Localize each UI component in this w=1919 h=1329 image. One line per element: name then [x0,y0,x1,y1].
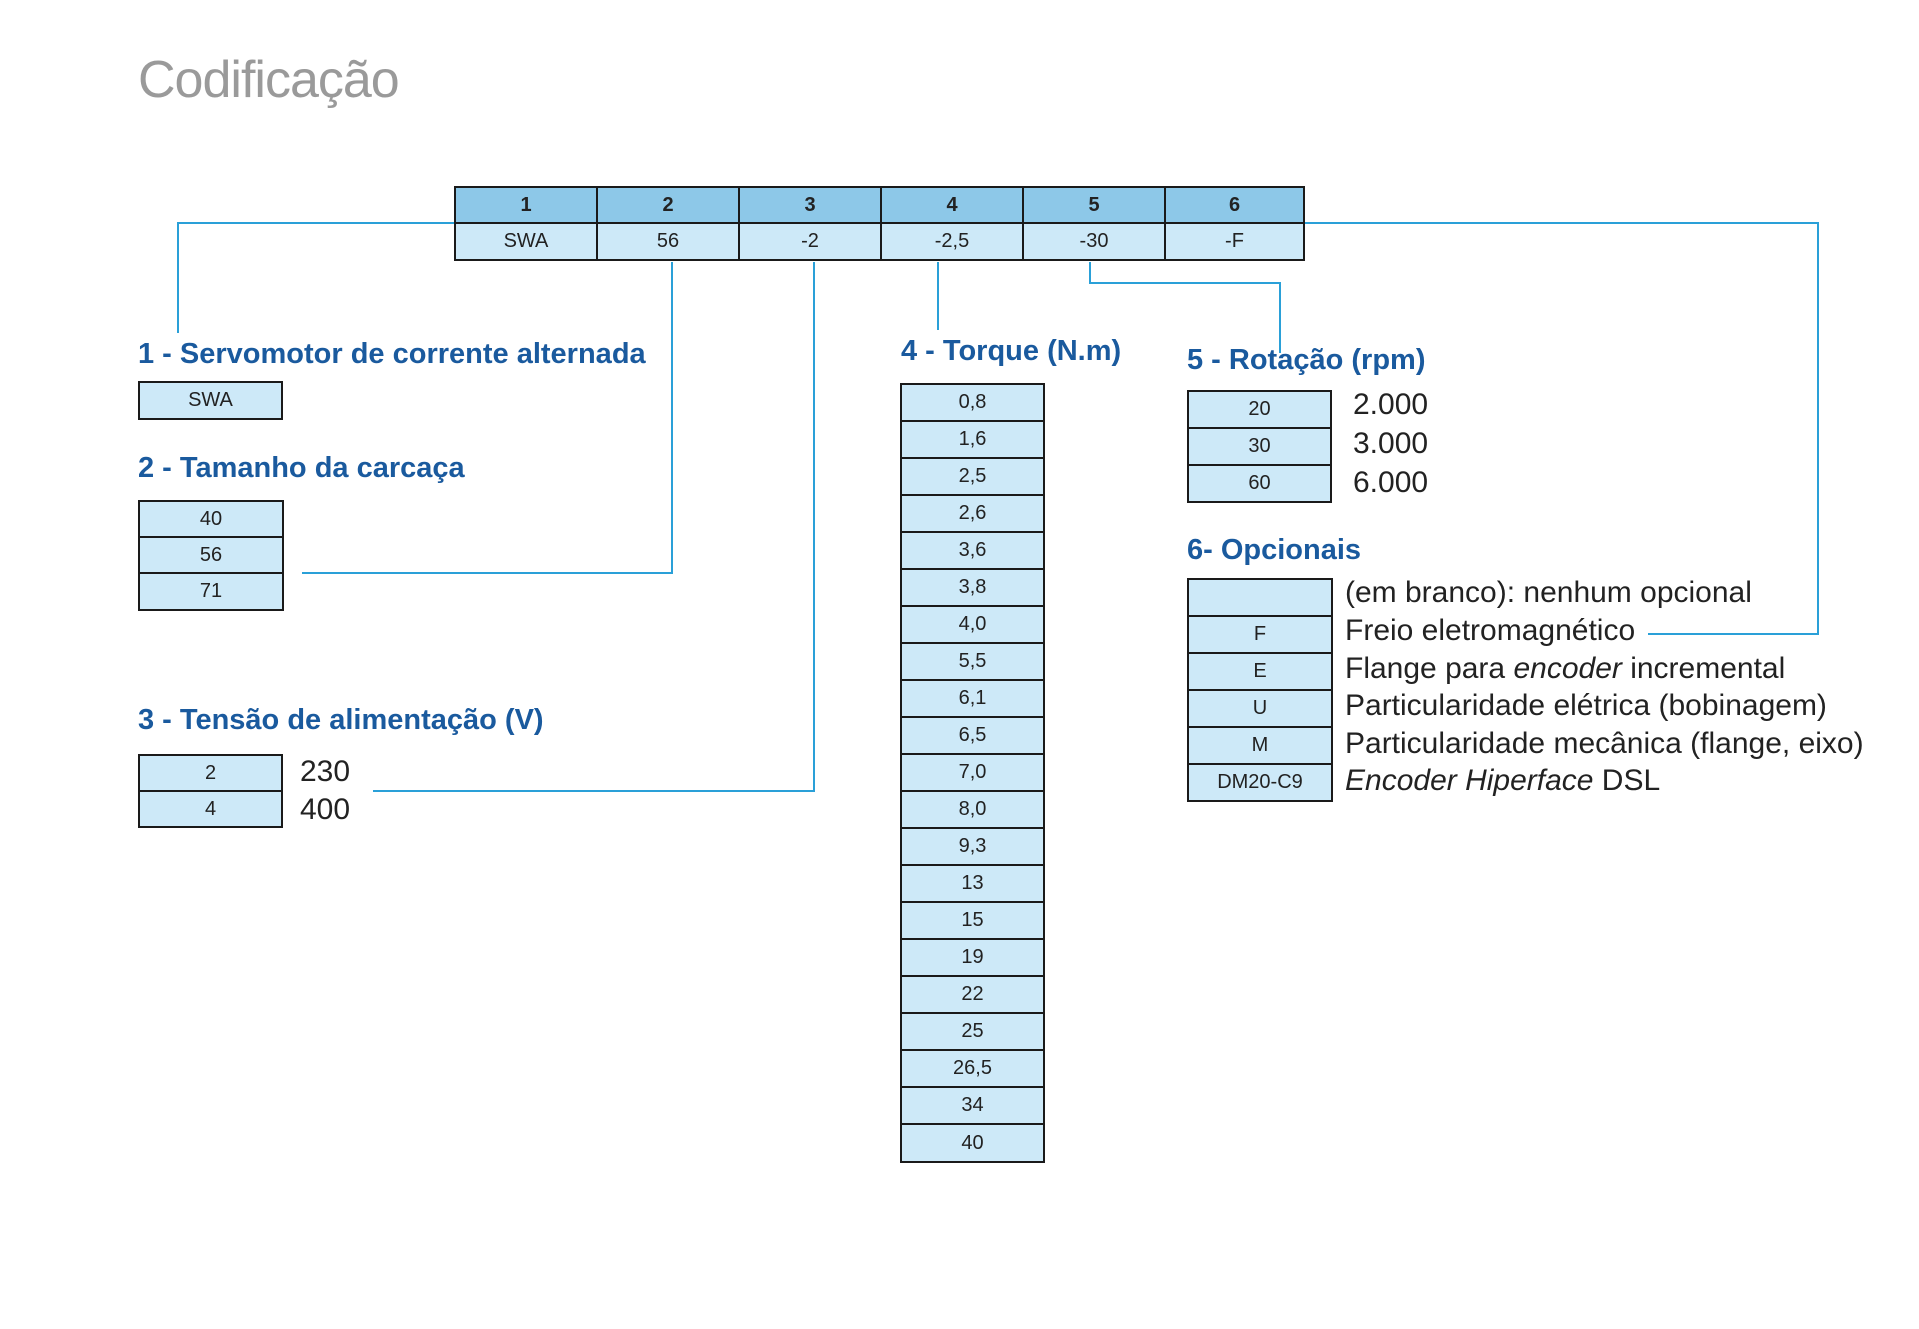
code-position-cell: 2 [596,186,740,224]
option-code: E [1187,652,1333,691]
torque-code: 19 [900,938,1045,977]
option-code: U [1187,689,1333,728]
torque-code: 4,0 [900,605,1045,644]
option-description-hiperface [1345,764,1660,798]
option-text: Flange para [1345,652,1514,685]
torque-code: 0,8 [900,383,1045,422]
option-description-blank: (em branco): nenhum opcional [1345,576,1752,609]
torque-code: 6,5 [900,716,1045,755]
torque-code: 22 [900,975,1045,1014]
section-4-heading: 4 - Torque (N.m) [901,335,1122,367]
option-text-italic: encoder [1513,652,1622,685]
torque-code: 9,3 [900,827,1045,866]
section-2-heading: 2 - Tamanho da carcaça [138,452,465,484]
rotation-value: 3.000 [1353,427,1429,460]
torque-code: 13 [900,864,1045,903]
option-text: incremental [1621,652,1786,685]
section-2-code: 56 [138,536,284,574]
option-code-blank [1187,578,1333,617]
section-2-code: 71 [138,572,284,611]
rotation-code: 30 [1187,427,1332,466]
code-example-cell: -30 [1022,222,1166,261]
section-3-value: 230 [300,755,351,788]
rotation-code: 20 [1187,390,1332,429]
section-1-code: SWA [138,381,283,420]
code-example-cell: -2 [738,222,882,261]
option-code: M [1187,726,1333,765]
option-code: F [1187,615,1333,654]
torque-code: 3,6 [900,531,1045,570]
option-code: DM20-C9 [1187,763,1333,802]
torque-code: 26,5 [900,1049,1045,1088]
option-text: DSL [1593,764,1661,797]
rotation-value: 6.000 [1353,466,1429,499]
section-1-heading: 1 - Servomotor de corrente alternada [138,338,646,370]
option-description-electrical: Particularidade elétrica (bobinagem) [1345,689,1827,722]
section-3-code: 2 [138,754,283,792]
connector-2 [302,262,672,573]
code-example-cell: -2,5 [880,222,1024,261]
torque-code: 40 [900,1123,1045,1163]
code-position-cell: 1 [454,186,598,224]
rotation-value: 2.000 [1353,388,1429,421]
code-example-cell: -F [1164,222,1305,261]
option-description-brake: Freio eletromagnético [1345,614,1636,647]
torque-code: 3,8 [900,568,1045,607]
rotation-code: 60 [1187,464,1332,503]
section-2-code: 40 [138,500,284,538]
code-position-cell: 5 [1022,186,1166,224]
option-description-mechanical: Particularidade mecânica (flange, eixo) [1345,727,1864,760]
option-description-encoder-flange [1345,652,1785,686]
torque-code: 5,5 [900,642,1045,681]
torque-code: 2,5 [900,457,1045,496]
torque-code: 6,1 [900,679,1045,718]
section-6-heading: 6- Opcionais [1187,534,1362,566]
section-5-heading: 5 - Rotação (rpm) [1187,344,1426,376]
section-3-code: 4 [138,790,283,828]
torque-code: 15 [900,901,1045,940]
torque-code: 34 [900,1086,1045,1125]
torque-code: 25 [900,1012,1045,1051]
torque-code: 7,0 [900,753,1045,792]
page-title: Codificação [138,51,399,109]
code-position-cell: 4 [880,186,1024,224]
code-example-cell: SWA [454,222,598,261]
code-position-cell: 3 [738,186,882,224]
code-position-cell: 6 [1164,186,1305,224]
torque-code: 8,0 [900,790,1045,829]
connector-1 [178,223,458,333]
section-3-heading: 3 - Tensão de alimentação (V) [138,704,544,736]
code-example-cell: 56 [596,222,740,261]
torque-code: 1,6 [900,420,1045,459]
torque-code: 2,6 [900,494,1045,533]
option-text-italic: Encoder Hiperface [1345,764,1594,797]
section-3-value: 400 [300,793,351,826]
